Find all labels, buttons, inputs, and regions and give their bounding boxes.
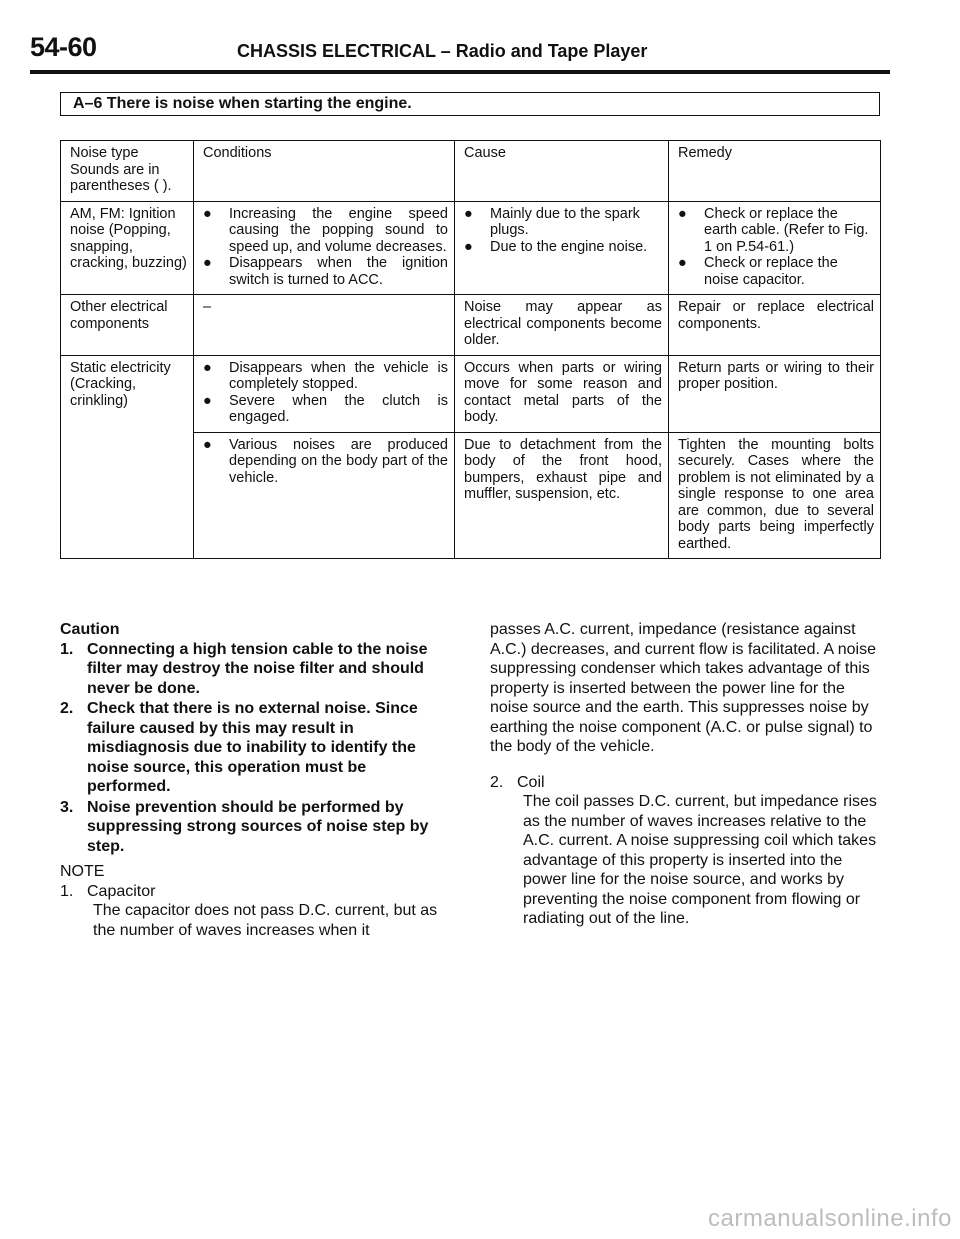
note-item-text: The coil passes D.C. current, but impedance rises as the number of waves increases relative to the A.C. current. A noise suppressing coil which takes advantage of this property is inserted into the power line for the noise source, and works by preventing the noise component from flowing or radiating out of the line. [523,793,877,927]
list-item: ● Due to the engine noise. [464,238,648,255]
header-conditions: Conditions [194,141,455,202]
conditions-cell [194,432,455,559]
table-row [61,201,881,295]
table-header-row [61,141,881,202]
conditions-cell [194,355,455,432]
list-item: ● Increasing the engine speed causing the popping sound to speed up, and volume decreases. [203,205,448,255]
list-item: ● Severe when the clutch is engaged. [203,392,448,425]
bullet-icon: ● [203,436,212,453]
table-row [61,295,881,356]
remedy-cell [669,201,881,295]
cause-cell: Occurs when parts or wiring move for some reason and contact metal parts of the body. [455,355,669,432]
bullet-icon: ● [203,255,212,271]
list-item: ● Disappears when the ignition switch is turned to ACC. [203,255,448,288]
note-item-text-continued: passes A.C. current, impedance (resistance against A.C.) decreases, and current flow is facilitated. A noise suppressing condenser which takes advantage of this property is inserted between the power line for the noise source and the earth. This suppresses noise by earthing the noise component (A.C. or pulse signal) to the body of the vehicle. [490,621,876,755]
bullet-icon: ● [203,205,212,222]
caution-item: 1. Connecting a high tension cable to the noise filter may destroy the noise filter and should never be done. [60,640,428,697]
bullet-icon: ● [464,238,473,255]
left-column [60,620,452,940]
page-title: CHASSIS ELECTRICAL – Radio and Tape Player [237,41,648,61]
list-item: ● Various noises are produced depending on the body part of the vehicle. [203,436,448,486]
note-item: 2. Coil [490,773,545,791]
conditions-cell [194,201,455,295]
page-number: 54-60 [30,32,97,62]
note-item: 1. Capacitor [60,882,156,900]
note-item-title: Coil [517,773,545,791]
header-noise-type: Noise type Sounds are in parentheses ( ). [61,141,194,202]
cause-cell: Noise may appear as electrical components become older. [455,295,669,356]
page-header [30,22,890,74]
caution-title: Caution [60,621,120,638]
list-item: ● Check or replace the noise capacitor. [678,255,838,288]
noise-type-cell: Static electricity (Cracking, crinkling) [61,355,194,432]
noise-type-cell: Other electrical components [61,295,194,356]
bullet-icon: ● [678,205,687,222]
noise-type-cell: AM, FM: Ignition noise (Popping, snapping, cracking, buzzing) [61,201,194,295]
table-row [61,355,881,432]
right-column [490,620,880,929]
table-row [61,432,881,559]
section-heading: A–6 There is noise when starting the engine. [60,92,880,116]
conditions-cell: – [194,295,455,356]
noise-table [60,140,881,559]
caution-item: 3. Noise prevention should be performed by suppressing strong sources of noise step by step. [60,798,429,855]
watermark: carmanualsonline.info [708,1205,952,1232]
note-item-title: Capacitor [87,882,156,900]
bullet-icon: ● [464,205,473,222]
cause-cell [455,201,669,295]
remedy-cell: Tighten the mounting bolts securely. Cases where the problem is not eliminated by a single response to one area are common, due to several body parts being imperfectly earthed. [669,432,881,559]
header-cause: Cause [455,141,669,202]
list-item: ● Disappears when the vehicle is completely stopped. [203,359,448,392]
note-item-text: The capacitor does not pass D.C. current, but as the number of waves increases when it [93,902,438,939]
noise-type-cell [61,432,194,559]
header-remedy: Remedy [669,141,881,202]
bullet-icon: ● [678,255,687,271]
remedy-cell: Repair or replace electrical components. [669,295,881,356]
remedy-cell: Return parts or wiring to their proper position. [669,355,881,432]
list-item: ● Check or replace the earth cable. (Refer to Fig. 1 on P.54-61.) [678,205,869,255]
bullet-icon: ● [203,392,212,409]
bullet-icon: ● [203,359,212,376]
note-title: NOTE [60,863,105,880]
cause-cell: Due to detachment from the body of the front hood, bumpers, exhaust pipe and muffler, suspension, etc. [455,432,669,559]
list-item: ● Mainly due to the spark plugs. [464,205,640,238]
caution-item: 2. Check that there is no external noise. Since failure caused by this may result in misdiagnosis due to inability to identify the noise source, this operation must be performed. [60,700,418,795]
